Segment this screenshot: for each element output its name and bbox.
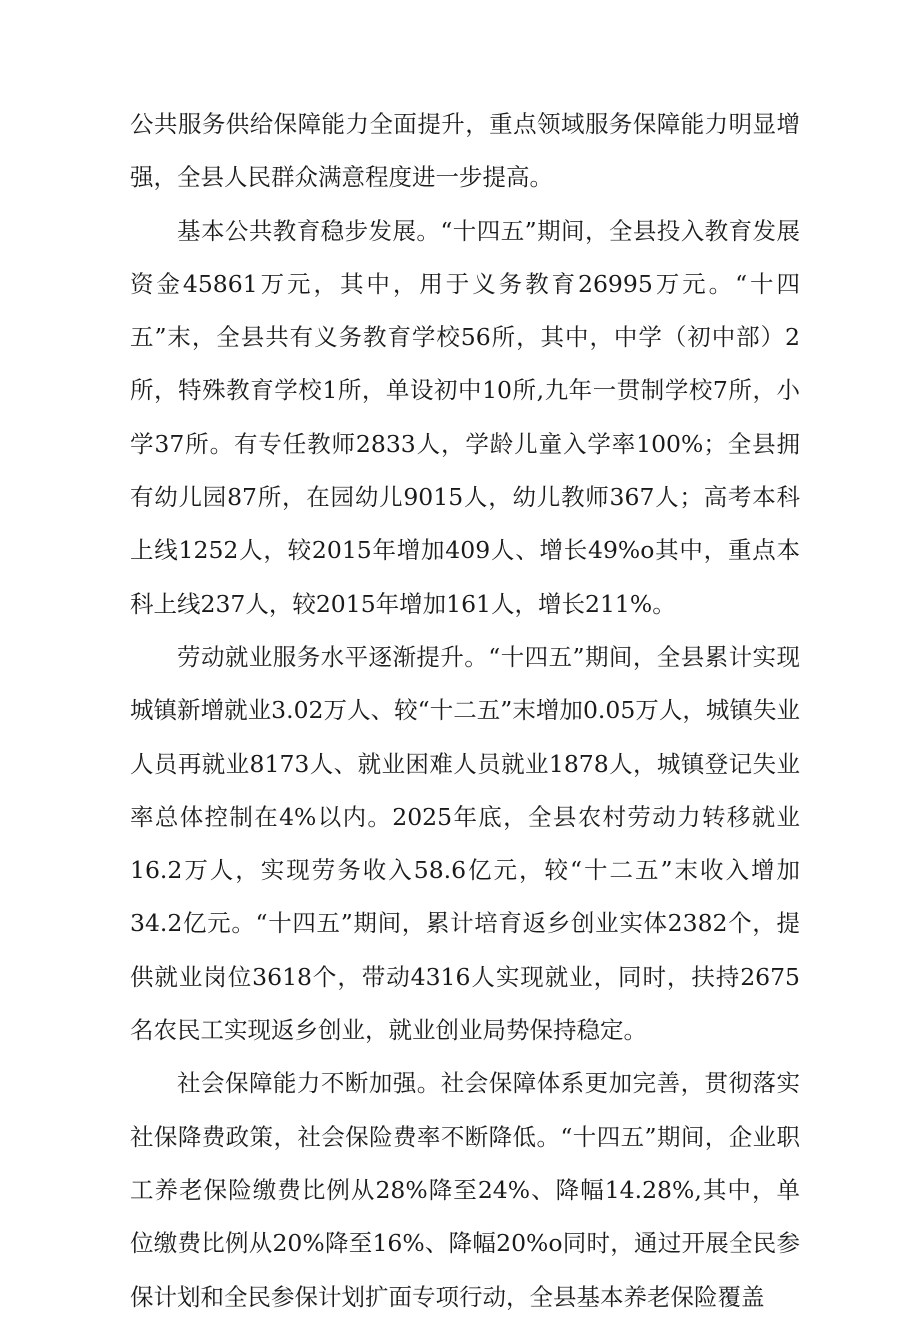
body-text [130, 98, 800, 1324]
paragraph-intro-continuation: 公共服务供给保障能力全面提升，重点领域服务保障能力明显增强，全县人民群众满意程度进一步提高。 [130, 110, 800, 192]
paragraph-social-security: 社会保障能力不断加强。社会保障体系更加完善，贯彻落实社保降费政策，社会保险费率不断降低。“十四五”期间，企业职工养老保险缴费比例从28%降至24%、降幅14.28%,其中，单位缴费比例从20%降至16%、降幅20%o同时，通过开展全民参保计划和全民参保计划扩面专项行动，全县基本养老保险覆盖 [130, 1069, 800, 1311]
paragraph-employment: 劳动就业服务水平逐渐提升。“十四五”期间，全县累计实现城镇新增就业3.02万人、较“十二五”末增加0.05万人，城镇失业人员再就业8173人、就业困难人员就业1878人，城镇登记失业率总体控制在4%以内。2025年底，全县农村劳动力转移就业16.2万人，实现劳务收入58.6亿元，较“十二五”末收入增加34.2亿元。“十四五”期间，累计培育返乡创业实体2382个，提供就业岗位3618个，带动4316人实现就业，同时，扶持2675名农民工实现返乡创业，就业创业局势保持稳定。 [130, 642, 800, 1045]
paragraph-education: 基本公共教育稳步发展。“十四五”期间，全县投入教育发展资金45861万元，其中，用于义务教育26995万元。“十四五”末，全县共有义务教育学校56所，其中，中学（初中部）2所，特殊教育学校1所，单设初中10所,九年一贯制学校7所，小学37所。有专任教师2833人，学龄儿童入学率100%；全县拥有幼儿园87所，在园幼儿9015人，幼儿教师367人；高考本科上线1252人，较2015年增加409人、增长49%o其中，重点本科上线237人，较2015年增加161人，增长211%。 [130, 216, 800, 618]
